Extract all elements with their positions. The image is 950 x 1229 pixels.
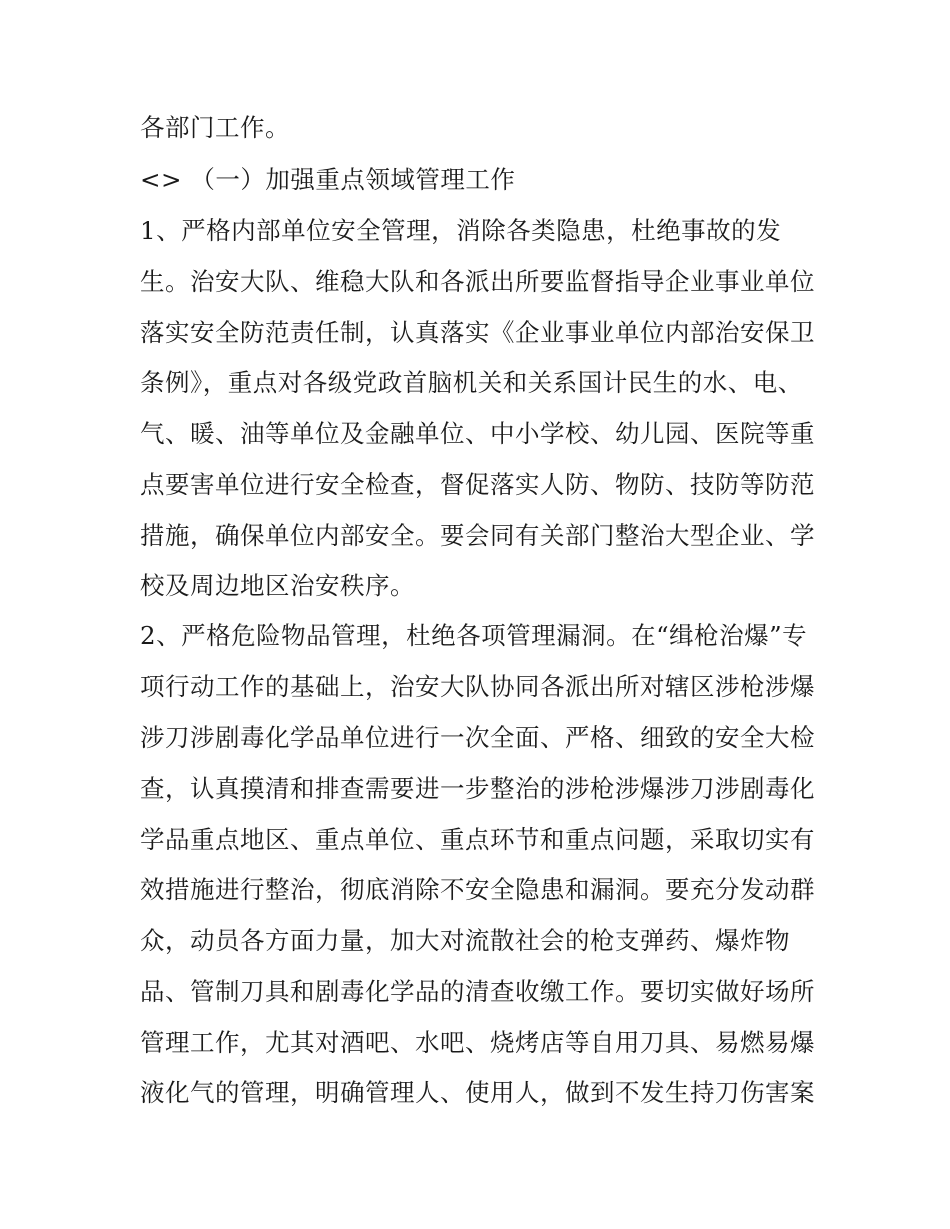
text-line: 众，动员各方面力量，加大对流散社会的枪支弹药、爆炸物 (140, 926, 790, 955)
text-line: 涉刀涉剧毒化学品单位进行一次全面、严格、细致的安全大检 (140, 723, 815, 752)
text-line: 条例》，重点对各级党政首脑机关和关系国计民生的水、电、 (140, 368, 803, 397)
text-line: 气、暖、油等单位及金融单位、中小学校、幼儿园、医院等重 (140, 419, 815, 448)
text-line: 措施，确保单位内部安全。要会同有关部门整治大型企业、学 (140, 521, 815, 550)
text-line: 生。治安大队、维稳大队和各派出所要监督指导企业事业单位 (140, 267, 815, 296)
section-heading: <> （一）加强重点领域管理工作 (140, 165, 516, 194)
text-line: 查，认真摸清和排查需要进一步整治的涉枪涉爆涉刀涉剧毒化 (140, 774, 815, 803)
text-line: 管理工作，尤其对酒吧、水吧、烧烤店等自用刀具、易燃易爆 (140, 1028, 815, 1057)
text-line: 品、管制刀具和剧毒化学品的清查收缴工作。要切实做好场所 (140, 977, 815, 1006)
text-line: 1、严格内部单位安全管理，消除各类隐患，杜绝事故的发 (140, 216, 782, 245)
text-line: 项行动工作的基础上，治安大队协同各派出所对辖区涉枪涉爆 (140, 672, 815, 701)
text-line: 点要害单位进行安全检查，督促落实人防、物防、技防等防范 (140, 470, 815, 499)
text-line: 2、严格危险物品管理，杜绝各项管理漏洞。在“缉枪治爆”专 (140, 621, 808, 650)
text-line: 液化气的管理，明确管理人、使用人，做到不发生持刀伤害案 (140, 1078, 815, 1107)
text-line: 效措施进行整治，彻底消除不安全隐患和漏洞。要充分发动群 (140, 875, 815, 904)
text-line: 校及周边地区治安秩序。 (140, 571, 415, 600)
text-line: 各部门工作。 (140, 113, 290, 142)
text-line: 落实安全防范责任制，认真落实《企业事业单位内部治安保卫 (140, 318, 815, 347)
text-line: 学品重点地区、重点单位、重点环节和重点问题，采取切实有 (140, 825, 815, 854)
